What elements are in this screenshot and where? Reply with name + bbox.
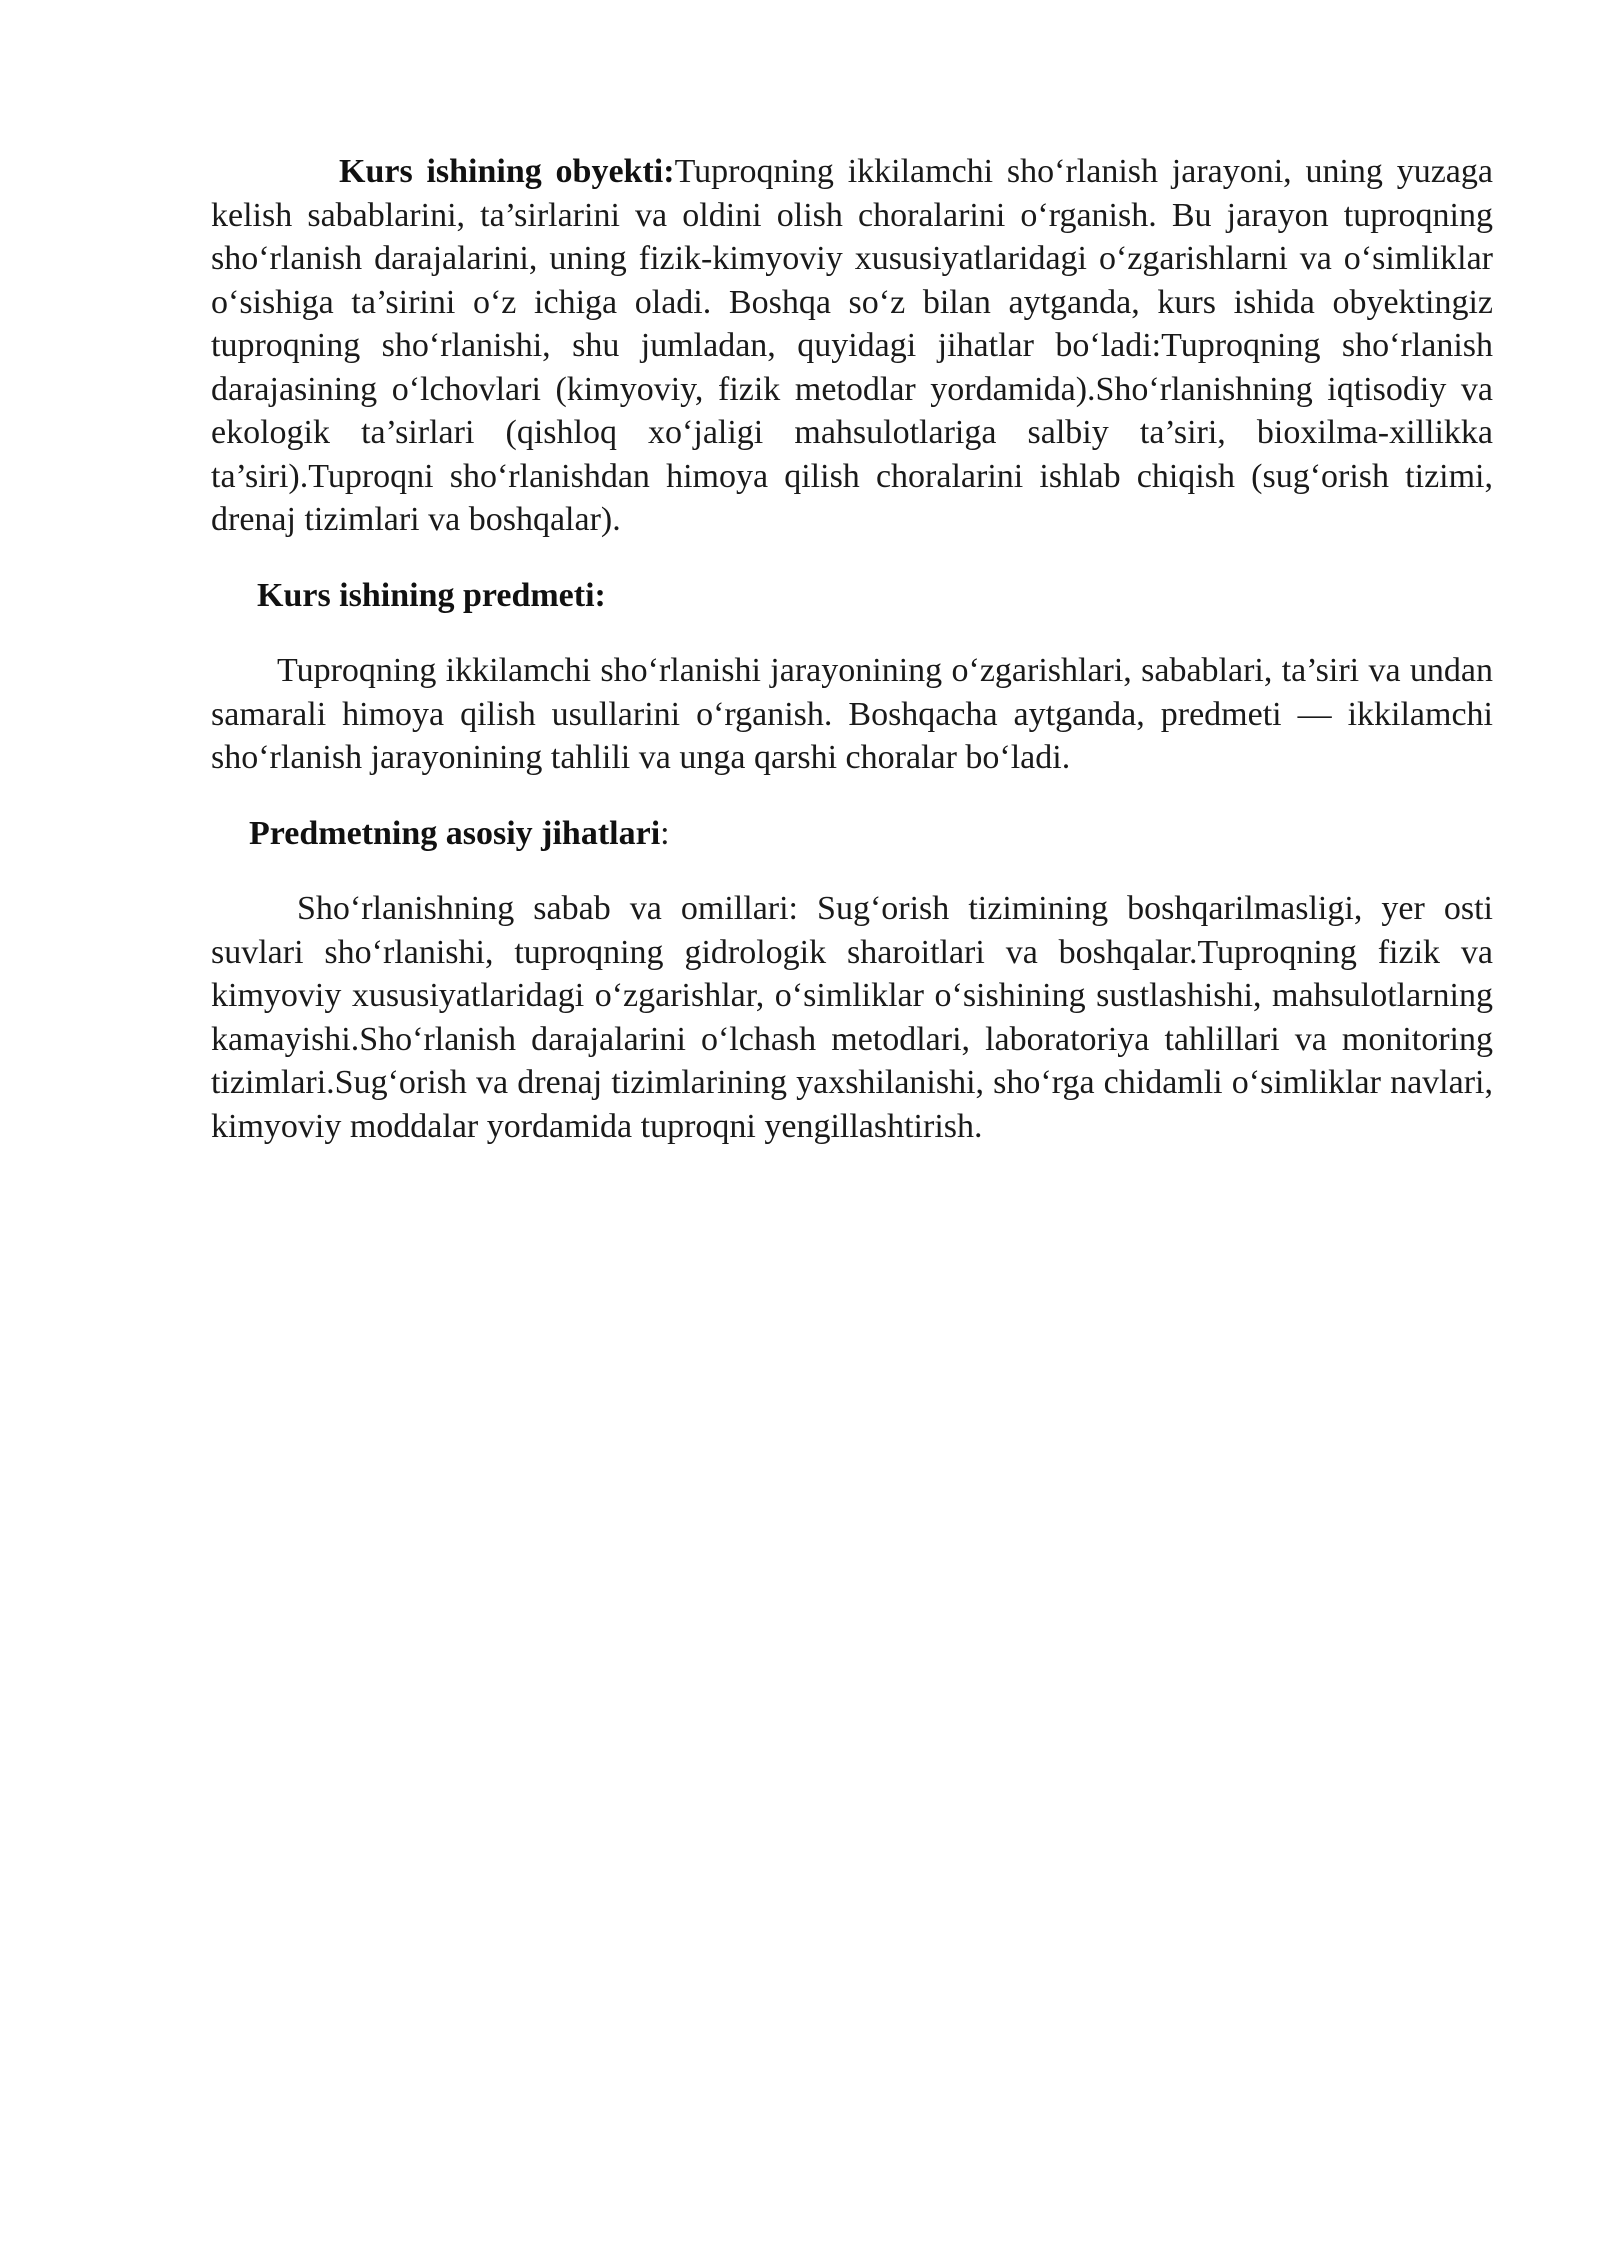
object-label: Kurs ishining obyekti:: [339, 153, 675, 190]
object-paragraph: [211, 150, 1493, 542]
aspects-heading-colon: :: [660, 814, 670, 852]
object-text: Tuproqning ikkilamchi sho‘rlanish jarayoni, uning yuzaga kelish sabablarini, ta’sirlarini va oldini olish choralarini o‘rganish. Bu jarayon tuproqning sho‘rlanish darajalarini, uning fizik-kimyoviy xususiyatlaridagi o‘zgarishlarni va o‘simliklar o‘sishiga ta’sirini o‘z ichiga oladi. Boshqa so‘z bilan aytganda, kurs ishida obyektingiz tuproqning sho‘rlanishi, shu jumladan, quyidagi jihatlar bo‘ladi:Tuproqning sho‘rlanish darajasining o‘lchovlari (kimyoviy, fizik metodlar yordamida).Sho‘rlanishning iqtisodiy va ekologik ta’sirlari (qishloq xo‘jaligi mahsulotlariga salbiy ta’siri, bioxilma-xillikka ta’siri).Tuproqni sho‘rlanishdan himoya qilish choralarini ishlab chiqish (sug‘orish tizimi, drenaj tizimlari va boshqalar).: [211, 153, 1493, 538]
subject-heading: Kurs ishining predmeti:: [257, 576, 606, 614]
aspects-paragraph: Sho‘rlanishning sabab va omillari: Sug‘orish tizimining boshqarilmasligi, yer osti suvlari sho‘rlanishi, tuproqning gidrologik sharoitlari va boshqalar.Tuproqning fizik va kimyoviy xususiyatlaridagi o‘zgarishlar, o‘simliklar o‘sishining sustlashishi, mahsulotlarning kamayishi.Sho‘rlanish darajalarini o‘lchash metodlari, laboratoriya tahlillari va monitoring tizimlari.Sug‘orish va drenaj tizimlarining yaxshilanishi, sho‘rga chidamli o‘simliklar navlari, kimyoviy moddalar yordamida tuproqni yengillashtirish.: [211, 890, 1493, 1145]
document-body: [211, 150, 1493, 1148]
aspects-heading: [211, 812, 1493, 856]
subject-paragraph: Tuproqning ikkilamchi sho‘rlanishi jarayonining o‘zgarishlari, sabablari, ta’siri va undan samarali himoya qilish usullarini o‘rganish. Boshqacha aytganda, predmeti — ikkilamchi sho‘rlanish jarayonining tahlili va unga qarshi choralar bo‘ladi.: [211, 652, 1493, 776]
aspects-heading-label: Predmetning asosiy jihatlari: [249, 814, 661, 852]
